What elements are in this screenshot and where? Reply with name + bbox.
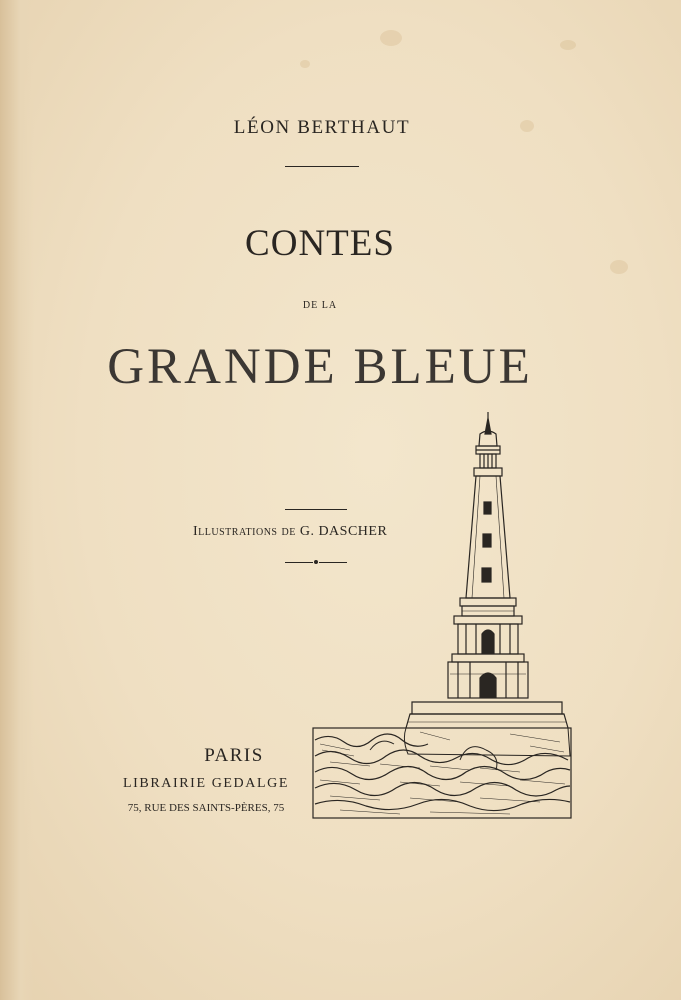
illustrations-label: Illustrations de [193, 524, 296, 539]
publication-city: PARIS [204, 745, 264, 766]
author-name: LÉON BERTHAUT [233, 117, 411, 138]
title-line-1: CONTES [245, 223, 395, 264]
page-spine-shadow [0, 0, 34, 1000]
paper-stain [380, 30, 402, 46]
author-rule [285, 166, 359, 167]
paper-stain [560, 40, 576, 50]
lighthouse-illustration [310, 410, 574, 822]
paper-stain [300, 60, 310, 68]
illustrator-name: G. DASCHER [299, 524, 388, 539]
publisher-name: LIBRAIRIE GEDALGE [122, 776, 289, 791]
publisher-address: 75, RUE DES SAINTS-PÈRES, 75 [127, 802, 285, 814]
title-connector: DE LA [302, 300, 338, 311]
title-line-2: GRANDE BLEUE [107, 339, 533, 395]
